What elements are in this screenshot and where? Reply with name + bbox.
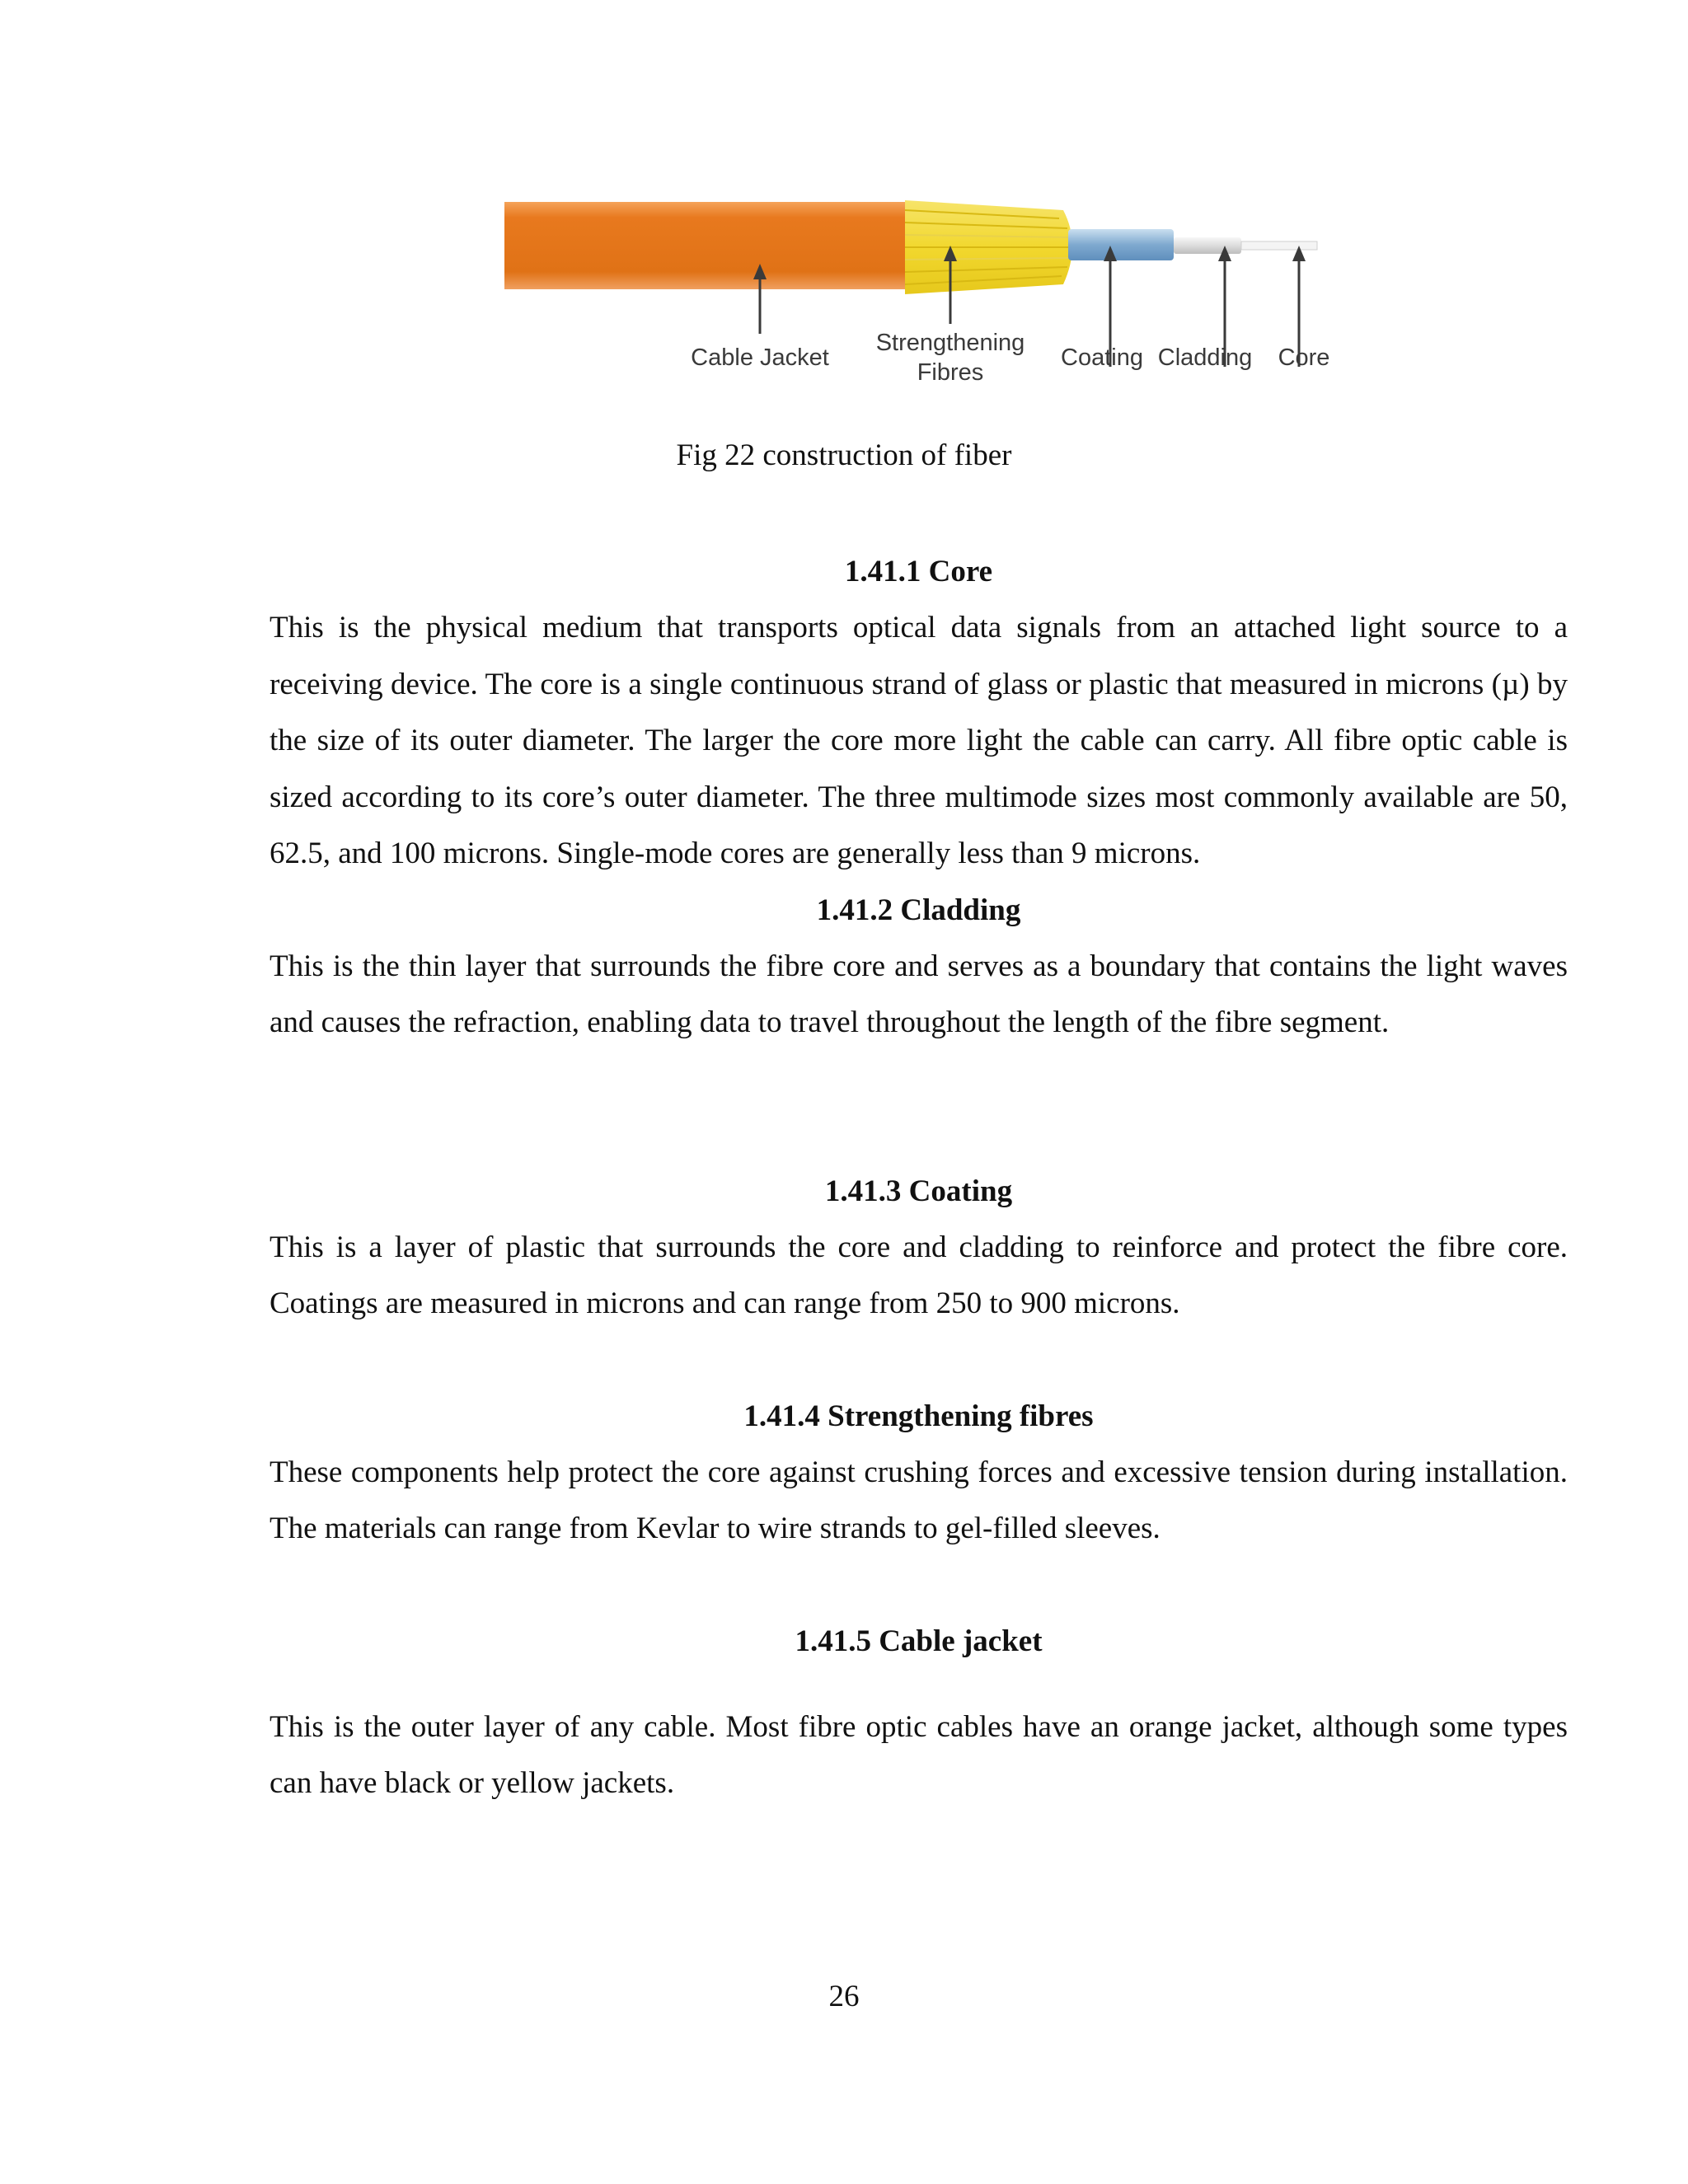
strengthening-label-line1: Strengthening [875, 330, 1025, 356]
section-heading: 1.41.3 Coating [824, 1174, 1013, 1208]
core-shape [1241, 241, 1317, 250]
coating-shape [1068, 229, 1174, 260]
core-label: Core [1278, 344, 1330, 371]
fiber-construction-figure [495, 185, 1352, 400]
cladding-label: Cladding [1157, 344, 1253, 371]
section-paragraph: This is the thin layer that surrounds the fibre core and serves as a boundary that contains the light waves and causes the refraction, enabling data to travel throughout the length of the fibre segment. [270, 949, 1568, 1039]
section-paragraph: This is the physical medium that transports optical data signals from an attached light source to a receiving device. The core is a single continuous strand of glass or plastic that measured in microns (µ) by the size of its outer diameter. The larger the core more light the cable can carry. All fibre optic cable is sized according to its core’s outer diameter. The three multimode sizes most commonly available are 50, 62.5, and 100 microns. Single-mode cores are generally less than 9 microns. [270, 611, 1568, 870]
section-heading: 1.41.2 Cladding [816, 893, 1021, 927]
document-body [270, 544, 1568, 1812]
section-coating [270, 1164, 1568, 1333]
spacer [270, 1558, 1568, 1614]
page-number: 26 [828, 1980, 860, 2013]
coating-label: Coating [1061, 344, 1143, 371]
figure-caption: Fig 22 construction of fiber [676, 438, 1012, 472]
section-paragraph: These components help protect the core against crushing forces and excessive tension during installation. The materials can range from Kevlar to wire strands to gel-filled sleeves. [270, 1455, 1568, 1545]
fiber-diagram [495, 185, 1352, 400]
section-cladding [270, 883, 1568, 1052]
strengthening-label-line2: Fibres [917, 359, 984, 386]
section-core [270, 544, 1568, 883]
section-strengthening-fibres [270, 1389, 1568, 1558]
section-heading: 1.41.5 Cable jacket [795, 1624, 1043, 1658]
cable-jacket-label: Cable Jacket [691, 344, 829, 371]
strengthening-fibres-shape [905, 200, 1073, 294]
spacer [270, 1052, 1568, 1164]
section-heading: 1.41.1 Core [844, 555, 993, 588]
cladding-shape [1174, 237, 1241, 254]
section-paragraph: This is a layer of plastic that surrounds the core and cladding to reinforce and protect the fibre core. Coatings are measured in microns and can range from 250 to 900 microns. [270, 1230, 1568, 1320]
section-heading: 1.41.4 Strengthening fibres [743, 1399, 1094, 1433]
section-paragraph: This is the outer layer of any cable. Most fibre optic cables have an orange jacket, although some types can have black or yellow jackets. [270, 1709, 1568, 1800]
section-cable-jacket [270, 1614, 1568, 1812]
spacer [270, 1333, 1568, 1389]
cable-jacket-shape [504, 202, 905, 289]
spacer [270, 1670, 1568, 1699]
